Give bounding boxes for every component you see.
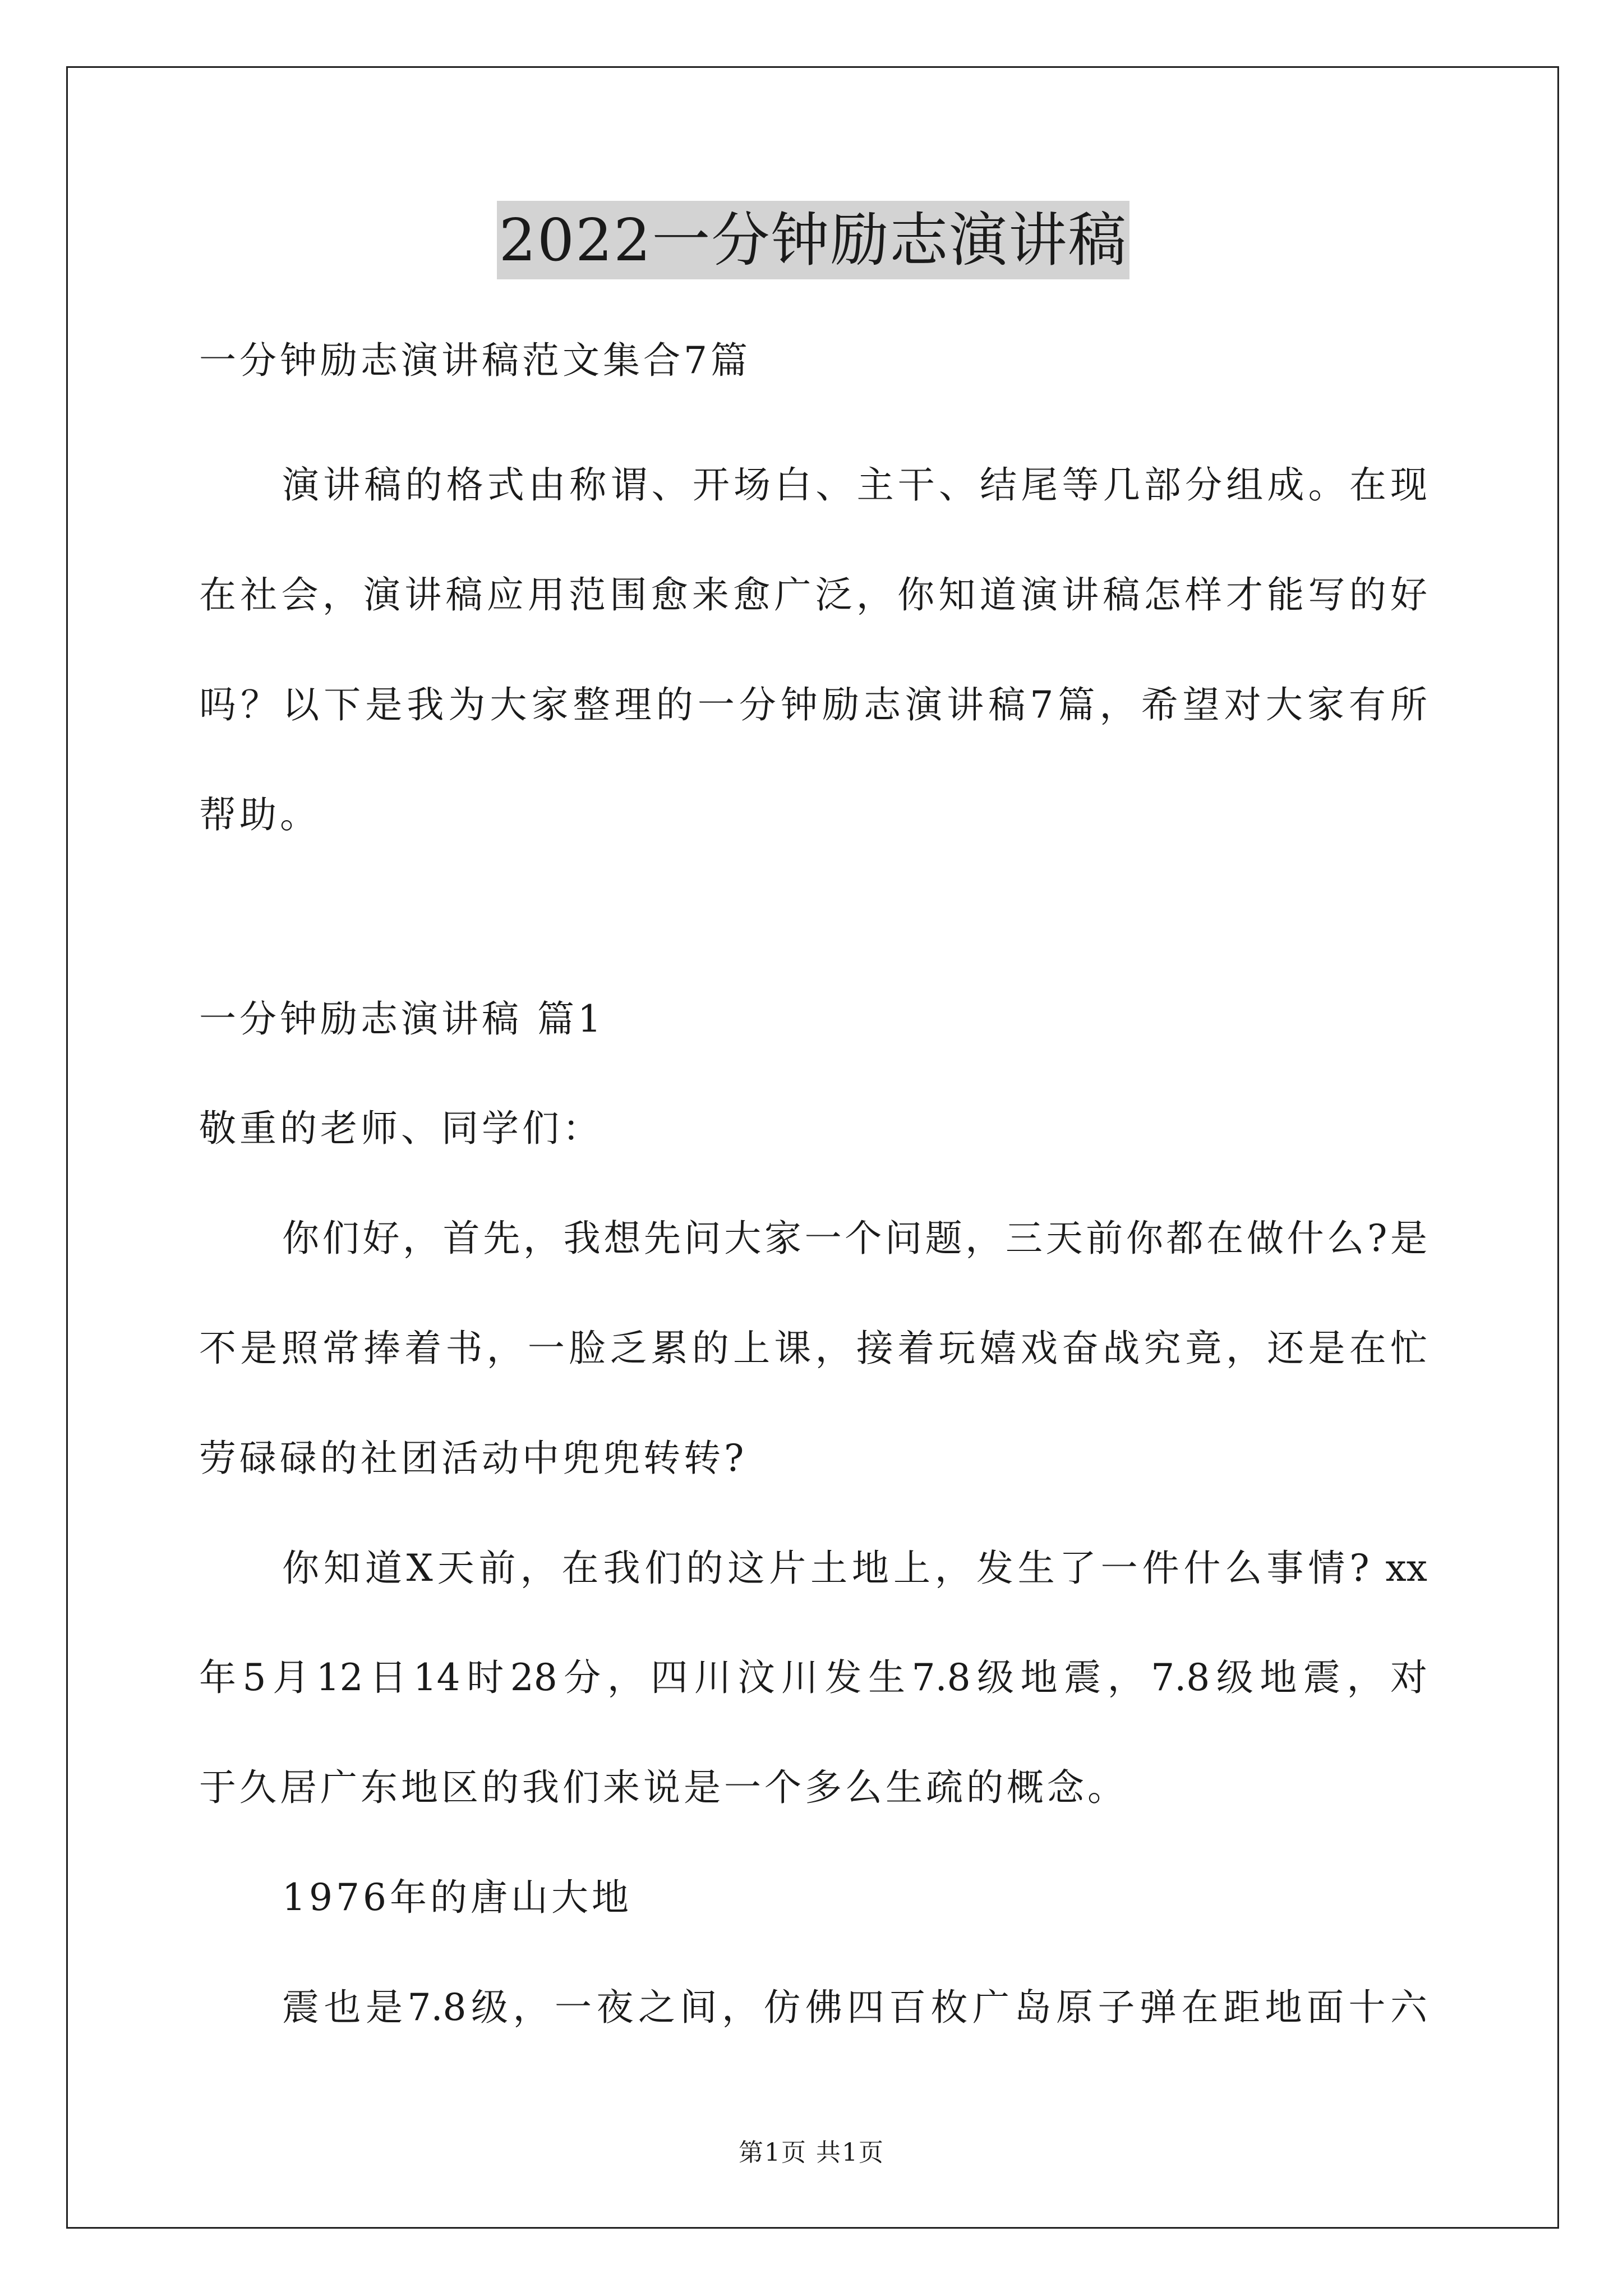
intro-line-2: 在社会，演讲稿应用范围愈来愈广泛，你知道演讲稿怎样才能写的好 — [199, 573, 1427, 616]
title-wrap — [199, 201, 1427, 279]
salutation: 敬重的老师、同学们： — [199, 1107, 603, 1150]
intro-line-4: 帮助。 — [199, 793, 320, 836]
page-footer: 第1页 共1页 — [739, 2138, 884, 2167]
para1-line-2: 不是照常捧着书，一脸乏累的上课，接着玩嬉戏奋战究竟，还是在忙 — [199, 1327, 1427, 1370]
para1-line-1: 你们好，首先，我想先问大家一个问题，三天前你都在做什么?是 — [282, 1217, 1427, 1260]
intro-line-1: 演讲稿的格式由称谓、开场白、主干、结尾等几部分组成。在现 — [282, 463, 1427, 507]
para2-line-1: 你知道X天前，在我们的这片土地上，发生了一件什么事情? xx — [282, 1547, 1427, 1590]
document-title: 2022一分钟励志演讲稿 — [497, 201, 1130, 279]
intro-line-3: 吗？以下是我为大家整理的一分钟励志演讲稿7篇，希望对大家有所 — [199, 683, 1427, 726]
para4-line-1: 震也是7.8级，一夜之间，仿佛四百枚广岛原子弹在距地面十六 — [282, 1986, 1427, 2029]
para3-line-1: 1976年的唐山大地 — [282, 1876, 632, 1919]
section-heading: 一分钟励志演讲稿 篇1 — [199, 997, 605, 1041]
para2-line-3: 于久居广东地区的我们来说是一个多么生疏的概念。 — [199, 1766, 1128, 1809]
document-subtitle: 一分钟励志演讲稿范文集合7篇 — [199, 339, 751, 382]
para1-line-3: 劳碌碌的社团活动中兜兜转转? — [199, 1437, 748, 1480]
para2-line-2: 年5月12日14时28分，四川汶川发生7.8级地震，7.8级地震，对 — [199, 1656, 1427, 1699]
